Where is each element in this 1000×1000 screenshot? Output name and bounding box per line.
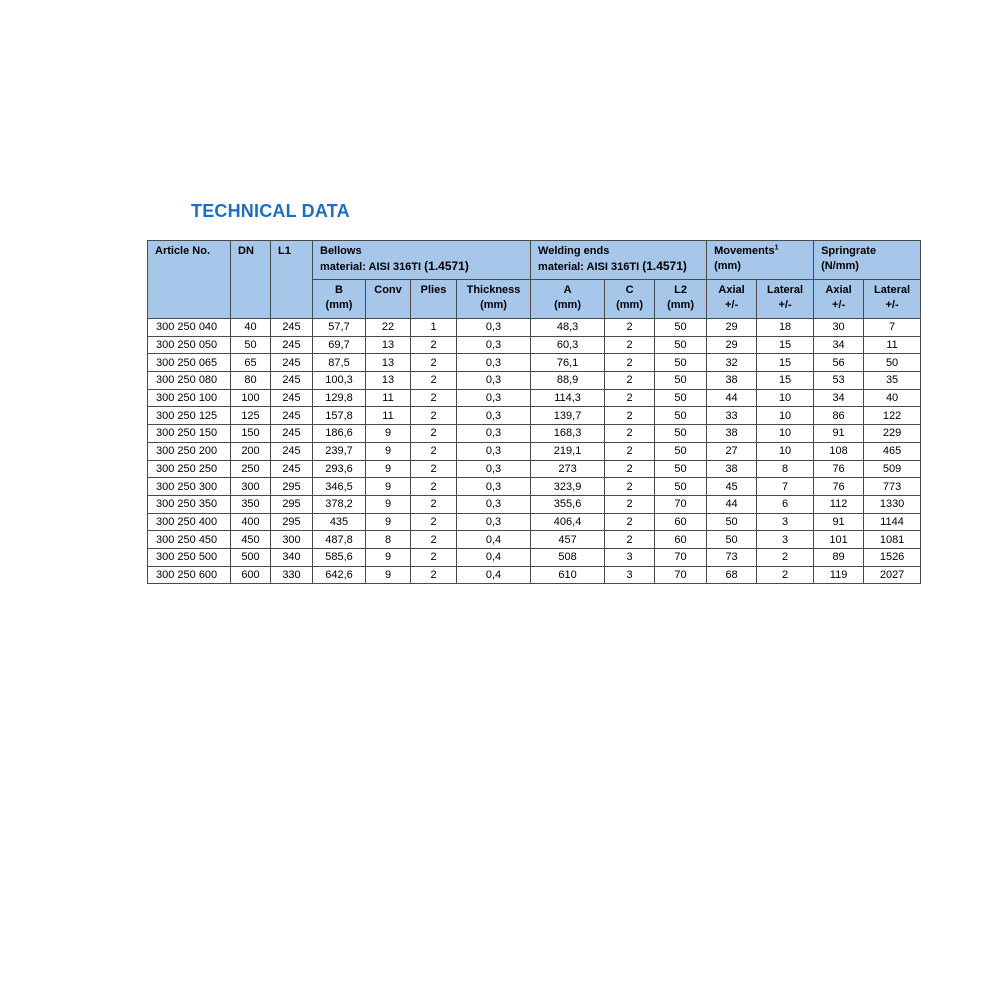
- cell-springrate-lateral: 1330: [864, 495, 921, 513]
- cell-conv: 9: [366, 513, 411, 531]
- cell-thickness: 0,4: [457, 566, 531, 584]
- cell-l2: 50: [655, 389, 707, 407]
- cell-conv: 9: [366, 460, 411, 478]
- cell-conv: 11: [366, 407, 411, 425]
- cell-a: 508: [531, 548, 605, 566]
- subheader-springrate-axial: Axial +/-: [814, 280, 864, 319]
- cell-conv: 13: [366, 354, 411, 372]
- cell-plies: 2: [411, 425, 457, 443]
- cell-conv: 9: [366, 442, 411, 460]
- technical-data-table: [147, 240, 921, 584]
- cell-plies: 1: [411, 319, 457, 337]
- subheader-movements-lateral: Lateral +/-: [757, 280, 814, 319]
- cell-l1: 300: [271, 531, 313, 549]
- subheader-l2: L2 (mm): [655, 280, 707, 319]
- cell-thickness: 0,3: [457, 495, 531, 513]
- cell-b: 69,7: [313, 336, 366, 354]
- table-row: [148, 478, 921, 496]
- cell-dn: 40: [231, 319, 271, 337]
- cell-a: 273: [531, 460, 605, 478]
- cell-springrate-lateral: 1526: [864, 548, 921, 566]
- cell-movements-lateral: 2: [757, 566, 814, 584]
- cell-plies: 2: [411, 460, 457, 478]
- cell-c: 3: [605, 548, 655, 566]
- table-row: [148, 495, 921, 513]
- cell-movements-lateral: 7: [757, 478, 814, 496]
- cell-thickness: 0,3: [457, 354, 531, 372]
- cell-conv: 22: [366, 319, 411, 337]
- cell-plies: 2: [411, 336, 457, 354]
- cell-springrate-lateral: 40: [864, 389, 921, 407]
- cell-plies: 2: [411, 442, 457, 460]
- cell-movements-axial: 29: [707, 336, 757, 354]
- cell-l1: 245: [271, 389, 313, 407]
- cell-plies: 2: [411, 389, 457, 407]
- cell-dn: 200: [231, 442, 271, 460]
- table-row: [148, 407, 921, 425]
- cell-movements-lateral: 8: [757, 460, 814, 478]
- cell-springrate-axial: 34: [814, 389, 864, 407]
- cell-b: 378,2: [313, 495, 366, 513]
- cell-a: 88,9: [531, 372, 605, 390]
- cell-l1: 245: [271, 407, 313, 425]
- cell-l1: 245: [271, 354, 313, 372]
- table-body: [148, 319, 921, 584]
- cell-thickness: 0,3: [457, 513, 531, 531]
- cell-conv: 13: [366, 336, 411, 354]
- cell-b: 487,8: [313, 531, 366, 549]
- cell-article-no: 300 250 250: [148, 460, 231, 478]
- cell-plies: 2: [411, 531, 457, 549]
- subheader-thickness: Thickness (mm): [457, 280, 531, 319]
- cell-dn: 450: [231, 531, 271, 549]
- cell-springrate-lateral: 50: [864, 354, 921, 372]
- cell-a: 114,3: [531, 389, 605, 407]
- subheader-c: C (mm): [605, 280, 655, 319]
- header-dn: DN: [231, 241, 271, 319]
- cell-dn: 500: [231, 548, 271, 566]
- cell-l2: 70: [655, 495, 707, 513]
- cell-dn: 600: [231, 566, 271, 584]
- cell-conv: 9: [366, 478, 411, 496]
- cell-l1: 330: [271, 566, 313, 584]
- cell-conv: 9: [366, 566, 411, 584]
- cell-springrate-lateral: 229: [864, 425, 921, 443]
- cell-l1: 245: [271, 460, 313, 478]
- cell-dn: 150: [231, 425, 271, 443]
- cell-c: 2: [605, 513, 655, 531]
- cell-c: 2: [605, 354, 655, 372]
- cell-a: 323,9: [531, 478, 605, 496]
- table-row: [148, 531, 921, 549]
- cell-springrate-axial: 56: [814, 354, 864, 372]
- cell-springrate-axial: 86: [814, 407, 864, 425]
- cell-thickness: 0,3: [457, 442, 531, 460]
- cell-thickness: 0,4: [457, 531, 531, 549]
- cell-l2: 50: [655, 407, 707, 425]
- welding-title: Welding ends: [538, 245, 610, 257]
- cell-l1: 295: [271, 478, 313, 496]
- cell-springrate-lateral: 11: [864, 336, 921, 354]
- cell-plies: 2: [411, 548, 457, 566]
- subheader-movements-axial: Axial +/-: [707, 280, 757, 319]
- cell-b: 129,8: [313, 389, 366, 407]
- cell-b: 87,5: [313, 354, 366, 372]
- cell-springrate-axial: 112: [814, 495, 864, 513]
- cell-c: 2: [605, 478, 655, 496]
- cell-movements-lateral: 3: [757, 513, 814, 531]
- welding-material: material: AISI 316TI: [538, 261, 640, 273]
- cell-c: 2: [605, 531, 655, 549]
- cell-a: 610: [531, 566, 605, 584]
- cell-a: 139,7: [531, 407, 605, 425]
- cell-plies: 2: [411, 495, 457, 513]
- cell-conv: 8: [366, 531, 411, 549]
- cell-springrate-axial: 91: [814, 513, 864, 531]
- cell-thickness: 0,3: [457, 319, 531, 337]
- cell-movements-lateral: 10: [757, 425, 814, 443]
- page-title: TECHNICAL DATA: [191, 201, 350, 221]
- cell-c: 2: [605, 425, 655, 443]
- cell-movements-lateral: 10: [757, 442, 814, 460]
- cell-movements-axial: 29: [707, 319, 757, 337]
- cell-dn: 350: [231, 495, 271, 513]
- cell-plies: 2: [411, 372, 457, 390]
- cell-c: 2: [605, 319, 655, 337]
- cell-thickness: 0,3: [457, 407, 531, 425]
- cell-l1: 340: [271, 548, 313, 566]
- cell-movements-lateral: 18: [757, 319, 814, 337]
- cell-a: 457: [531, 531, 605, 549]
- bellows-material-code: (1.4571): [424, 259, 469, 273]
- cell-article-no: 300 250 400: [148, 513, 231, 531]
- cell-movements-axial: 38: [707, 372, 757, 390]
- cell-movements-lateral: 3: [757, 531, 814, 549]
- cell-dn: 80: [231, 372, 271, 390]
- cell-springrate-axial: 34: [814, 336, 864, 354]
- cell-c: 3: [605, 566, 655, 584]
- subheader-plies: Plies: [411, 280, 457, 319]
- cell-a: 48,3: [531, 319, 605, 337]
- cell-movements-lateral: 15: [757, 336, 814, 354]
- cell-l2: 50: [655, 336, 707, 354]
- subheader-conv: Conv: [366, 280, 411, 319]
- cell-springrate-axial: 76: [814, 478, 864, 496]
- header-welding-ends: [531, 241, 707, 280]
- cell-article-no: 300 250 065: [148, 354, 231, 372]
- cell-l2: 50: [655, 442, 707, 460]
- cell-c: 2: [605, 460, 655, 478]
- cell-springrate-lateral: 465: [864, 442, 921, 460]
- cell-l2: 50: [655, 460, 707, 478]
- subheader-b: B (mm): [313, 280, 366, 319]
- springrate-unit: (N/mm): [821, 260, 859, 272]
- cell-plies: 2: [411, 478, 457, 496]
- movements-unit: (mm): [714, 260, 741, 272]
- cell-springrate-axial: 76: [814, 460, 864, 478]
- cell-springrate-axial: 108: [814, 442, 864, 460]
- cell-conv: 13: [366, 372, 411, 390]
- cell-conv: 9: [366, 548, 411, 566]
- cell-springrate-axial: 53: [814, 372, 864, 390]
- header-bellows: [313, 241, 531, 280]
- cell-springrate-lateral: 1081: [864, 531, 921, 549]
- cell-l2: 50: [655, 425, 707, 443]
- cell-l2: 50: [655, 372, 707, 390]
- cell-b: 585,6: [313, 548, 366, 566]
- cell-conv: 9: [366, 495, 411, 513]
- cell-b: 346,5: [313, 478, 366, 496]
- cell-springrate-axial: 91: [814, 425, 864, 443]
- cell-l2: 60: [655, 531, 707, 549]
- cell-b: 100,3: [313, 372, 366, 390]
- cell-movements-axial: 68: [707, 566, 757, 584]
- cell-l1: 295: [271, 513, 313, 531]
- table-row: [148, 548, 921, 566]
- cell-springrate-lateral: 122: [864, 407, 921, 425]
- header-springrate: [814, 241, 921, 280]
- cell-b: 293,6: [313, 460, 366, 478]
- cell-a: 355,6: [531, 495, 605, 513]
- cell-l1: 245: [271, 425, 313, 443]
- cell-b: 157,8: [313, 407, 366, 425]
- cell-thickness: 0,3: [457, 336, 531, 354]
- cell-c: 2: [605, 495, 655, 513]
- cell-movements-axial: 50: [707, 513, 757, 531]
- table-row: [148, 442, 921, 460]
- cell-l1: 245: [271, 319, 313, 337]
- cell-l1: 245: [271, 372, 313, 390]
- cell-l2: 50: [655, 319, 707, 337]
- cell-b: 239,7: [313, 442, 366, 460]
- table-row: [148, 336, 921, 354]
- bellows-material: material: AISI 316TI: [320, 261, 422, 273]
- cell-l2: 50: [655, 354, 707, 372]
- cell-c: 2: [605, 372, 655, 390]
- cell-l1: 295: [271, 495, 313, 513]
- table-row: [148, 513, 921, 531]
- cell-c: 2: [605, 389, 655, 407]
- cell-springrate-lateral: 2027: [864, 566, 921, 584]
- cell-plies: 2: [411, 566, 457, 584]
- cell-movements-axial: 32: [707, 354, 757, 372]
- bellows-title: Bellows: [320, 245, 362, 257]
- cell-dn: 125: [231, 407, 271, 425]
- cell-article-no: 300 250 050: [148, 336, 231, 354]
- cell-a: 60,3: [531, 336, 605, 354]
- cell-thickness: 0,3: [457, 425, 531, 443]
- header-l1: L1: [271, 241, 313, 319]
- cell-thickness: 0,4: [457, 548, 531, 566]
- cell-dn: 100: [231, 389, 271, 407]
- cell-springrate-axial: 30: [814, 319, 864, 337]
- cell-springrate-axial: 89: [814, 548, 864, 566]
- cell-article-no: 300 250 450: [148, 531, 231, 549]
- cell-conv: 11: [366, 389, 411, 407]
- cell-c: 2: [605, 407, 655, 425]
- table-row: [148, 460, 921, 478]
- cell-dn: 65: [231, 354, 271, 372]
- table-row: [148, 319, 921, 337]
- header-movements: [707, 241, 814, 280]
- cell-thickness: 0,3: [457, 389, 531, 407]
- cell-article-no: 300 250 040: [148, 319, 231, 337]
- cell-b: 642,6: [313, 566, 366, 584]
- cell-article-no: 300 250 100: [148, 389, 231, 407]
- table-row: [148, 389, 921, 407]
- movements-footnote-mark: 1: [774, 244, 779, 252]
- cell-article-no: 300 250 500: [148, 548, 231, 566]
- cell-springrate-axial: 119: [814, 566, 864, 584]
- cell-l2: 50: [655, 478, 707, 496]
- cell-l2: 70: [655, 548, 707, 566]
- cell-movements-axial: 50: [707, 531, 757, 549]
- cell-movements-lateral: 15: [757, 372, 814, 390]
- cell-plies: 2: [411, 407, 457, 425]
- table-row: [148, 566, 921, 584]
- cell-l2: 60: [655, 513, 707, 531]
- cell-springrate-axial: 101: [814, 531, 864, 549]
- cell-dn: 400: [231, 513, 271, 531]
- cell-article-no: 300 250 350: [148, 495, 231, 513]
- table-row: [148, 372, 921, 390]
- cell-c: 2: [605, 442, 655, 460]
- cell-movements-axial: 73: [707, 548, 757, 566]
- cell-movements-axial: 33: [707, 407, 757, 425]
- cell-movements-axial: 44: [707, 495, 757, 513]
- cell-dn: 50: [231, 336, 271, 354]
- cell-c: 2: [605, 336, 655, 354]
- cell-a: 168,3: [531, 425, 605, 443]
- table-row: [148, 425, 921, 443]
- cell-springrate-lateral: 35: [864, 372, 921, 390]
- cell-movements-axial: 45: [707, 478, 757, 496]
- cell-article-no: 300 250 200: [148, 442, 231, 460]
- cell-l1: 245: [271, 442, 313, 460]
- welding-material-code: (1.4571): [642, 259, 687, 273]
- cell-b: 57,7: [313, 319, 366, 337]
- cell-plies: 2: [411, 354, 457, 372]
- cell-movements-lateral: 2: [757, 548, 814, 566]
- cell-movements-axial: 38: [707, 460, 757, 478]
- cell-a: 76,1: [531, 354, 605, 372]
- cell-thickness: 0,3: [457, 372, 531, 390]
- header-article-no: Article No.: [148, 241, 231, 319]
- springrate-title: Springrate: [821, 245, 877, 257]
- cell-springrate-lateral: 773: [864, 478, 921, 496]
- cell-article-no: 300 250 600: [148, 566, 231, 584]
- cell-l2: 70: [655, 566, 707, 584]
- cell-a: 219,1: [531, 442, 605, 460]
- cell-movements-lateral: 10: [757, 407, 814, 425]
- cell-movements-lateral: 15: [757, 354, 814, 372]
- cell-article-no: 300 250 125: [148, 407, 231, 425]
- subheader-springrate-lateral: Lateral +/-: [864, 280, 921, 319]
- cell-l1: 245: [271, 336, 313, 354]
- cell-movements-axial: 44: [707, 389, 757, 407]
- cell-plies: 2: [411, 513, 457, 531]
- cell-movements-lateral: 6: [757, 495, 814, 513]
- cell-springrate-lateral: 1144: [864, 513, 921, 531]
- movements-title: Movements: [714, 245, 775, 257]
- cell-movements-axial: 27: [707, 442, 757, 460]
- cell-dn: 300: [231, 478, 271, 496]
- cell-article-no: 300 250 080: [148, 372, 231, 390]
- cell-movements-axial: 38: [707, 425, 757, 443]
- cell-springrate-lateral: 509: [864, 460, 921, 478]
- cell-a: 406,4: [531, 513, 605, 531]
- cell-conv: 9: [366, 425, 411, 443]
- table-row: [148, 354, 921, 372]
- cell-dn: 250: [231, 460, 271, 478]
- cell-article-no: 300 250 150: [148, 425, 231, 443]
- cell-springrate-lateral: 7: [864, 319, 921, 337]
- cell-b: 435: [313, 513, 366, 531]
- cell-thickness: 0,3: [457, 460, 531, 478]
- cell-b: 186,6: [313, 425, 366, 443]
- table-header: [148, 241, 921, 319]
- cell-article-no: 300 250 300: [148, 478, 231, 496]
- cell-movements-lateral: 10: [757, 389, 814, 407]
- cell-thickness: 0,3: [457, 478, 531, 496]
- subheader-a: A (mm): [531, 280, 605, 319]
